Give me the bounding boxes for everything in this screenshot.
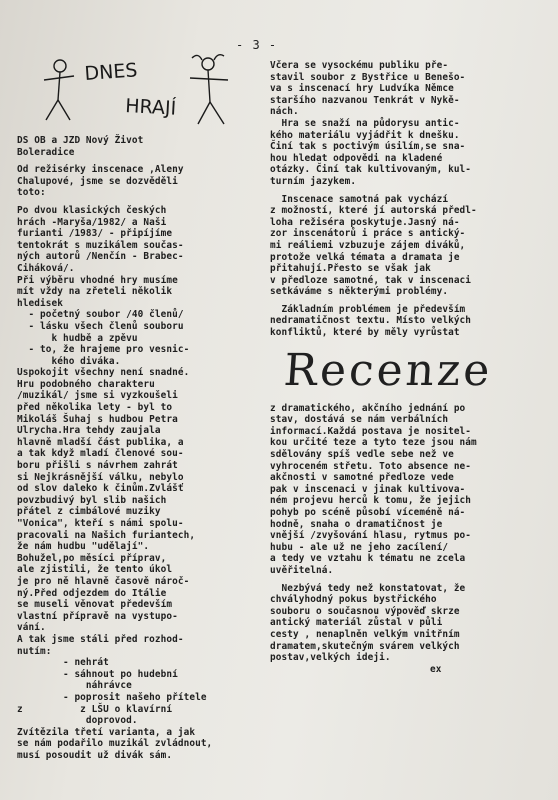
text-line: hrách -Maryša/1982/ a Naši [17,216,167,228]
text-line: v předloze samotné, tak v inscenaci [270,274,472,286]
text-line: kou určité teze a tyto teze jsou nám [270,437,477,449]
text-line: Mikoláš Šuhaj s hudbou Petra [17,413,178,425]
text-line: zor inscenátorů i práce s antický- [270,228,466,240]
text-line: vnější /zvyšování hlasu, rytmus po- [270,530,472,542]
recenze-title-block [270,339,545,403]
text-line: sdělovány spíš vedle sebe než ve [270,449,454,461]
left-column-article [17,135,249,761]
text-line: a tak když mladí členové sou- [17,448,184,460]
text-line: hledisek [17,297,63,309]
text-line: hou hledat odpovědi na kladené [270,152,443,164]
text-line: konfliktů, které by měly vyrůstat [270,327,460,339]
text-line: nutím: [17,645,52,657]
text-line: staršího nazvanou Tenkrát v Nykě- [270,94,460,106]
recenze-title: Recenze [282,344,495,396]
text-line: přátel z cimbálové muziky [17,506,161,518]
text-line: turním jazykem. [270,175,357,187]
text-line: nách. [270,106,299,118]
text-line: Ciháková/. [17,262,75,274]
right-column-review [270,60,545,675]
text-line: antický materiál zůstal v půli [270,617,443,629]
text-line: - poprosit našeho přítele [17,691,207,703]
text-line: ném projevu herců k tomu, že jejich [270,495,472,507]
text-line: vání. [17,622,46,634]
text-line: pohyb po scéně působí víceméně ná- [270,507,466,518]
text-line: kého materiálu vyjádřit k dnešku. [270,129,460,141]
text-line: - sáhnout po hudební [17,668,178,680]
heading-word-dnes: DNES [83,59,139,85]
text-line: Hra se snaží na půdorysu antic- [270,117,460,129]
text-line: z z LŠU o klavírní [17,703,173,715]
page-number: - 3 - [236,38,278,52]
text-line: DS OB a JZD Nový Život [17,135,144,146]
text-line: Chalupové, jsme se dozvěděli [17,175,178,187]
text-line: od slov daleko k činům.Zvlášť [17,483,184,495]
text-line: pracovali na Našich furiantech, [17,529,196,541]
signature: ex [430,663,442,675]
text-line: - početný soubor /40 členů/ [17,309,184,321]
text-line: stav, dostává se nám verbálních [270,414,449,426]
text-line: hodně, snaha o dramatičnost je [270,518,443,530]
text-line: - nehrát [17,657,109,669]
text-line: furianti /1983/ - připíjíme [17,228,173,240]
text-line: před několika lety - byl to [17,402,173,414]
text-line: Po dvou klasických českých [17,204,167,216]
text-line: postav,velkých ideji. [270,652,391,664]
text-line: - lásku všech členů souboru [17,320,184,332]
text-line: je pro ně hlavně časově nároč- [17,575,190,587]
text-line: Včera se vysockému publiku pře- [270,60,449,71]
text-line: že nám hudbu "udělají". [17,541,150,553]
stick-figure-right-icon [190,55,228,124]
text-line: povzbudivý byl slib našich [17,494,167,506]
text-line: cesty , nenaplněn velkým vnitřním [270,628,460,640]
text-line: va s inscenací hry Ludvíka Němce [270,83,454,95]
text-line: otázky. Činí tak kultivovaným, kul- [270,164,472,176]
text-line: kého diváka. [17,355,121,367]
text-line: toto: [17,187,46,199]
stick-figure-left-icon [44,60,74,120]
text-line: musí posoudit už divák sám. [17,749,173,761]
text-line: ale zjistili, že tento úkol [17,564,173,576]
text-line: doprovod. [17,715,138,727]
text-line: protože velká témata a dramata je [270,251,460,263]
text-line: A tak jsme stáli před rozhod- [17,633,184,645]
text-line: setkáváme s některými problémy. [270,286,449,298]
text-line: dramatem,skutečným svárem velkých [270,640,460,652]
text-line: Při výběru vhodné hry musíme [17,274,178,286]
text-line: si Nejkrásnější válku, nebylo [17,471,184,483]
text-line: Bohužel,po měsíci příprav, [17,552,167,564]
text-line: Uspokojit všechny není snadné. [17,367,190,379]
dnes-hraji-heading-drawing [30,50,240,135]
text-line: z možností, které jí autorská předl- [270,205,477,217]
text-line: hlavně mladší část publika, a [17,436,184,448]
text-line: nedramatičnost textu. Místo velkých [270,315,472,327]
text-line: ných autorů /Nenčín - Brabec- [17,251,184,263]
text-line: akčnosti v samotné předloze vede [270,472,454,484]
text-line: Inscenace samotná pak vychází [270,193,449,205]
text-line: ný.Před odjezdem do Itálie [17,587,167,599]
text-line: se nám podařilo muzikál zvládnout, [17,738,213,750]
heading-word-hraji: HRAJÍ [124,95,177,120]
text-line: Zvítězila třetí varianta, a jak [17,726,196,738]
text-line: hubu - ale už ne jeho zacílení/ [270,541,449,553]
text-line: se museli věnovat především [17,599,173,611]
text-line: a tedy ve vztahu k tématu ne zcela [270,553,466,565]
text-line: informací.Každá postava je nositel- [270,425,472,437]
text-line: - to, že hrajeme pro vesnic- [17,344,190,356]
text-line: boru přišli s návrhem zahrát [17,460,178,472]
text-line: Boleradice [17,146,75,158]
text-line: uvěřitelná. [270,564,334,576]
text-line: /muzikál/ jsme si vyzkoušeli [17,390,178,402]
text-line: Ulrycha.Hra tehdy zaujala [17,425,161,437]
text-line: Nezbývá tedy než konstatovat, že [270,582,466,594]
text-line: pak v inscenaci v jinak kultivova- [270,483,466,495]
text-line: mi reáliemi vzbuzuje zájem diváků, [270,239,466,251]
text-line: mít vždy na zřeteli několik [17,286,173,298]
text-line: "Vonica", kteří s námi spolu- [17,518,184,529]
text-line: chvályhodný pokus bystřického [270,594,437,606]
text-line: tentokrát s muzikálem součas- [17,239,184,251]
text-line: přitahují.Přesto se však jak [270,263,431,275]
text-line: Základním problémem je především [270,303,466,315]
text-line: náhrávce [17,680,132,692]
text-line: Činí tak s poctivým úsilím,se sna- [270,141,466,153]
text-line: stavil soubor z Bystřice u Benešo- [270,71,466,83]
text-line: loha režiséra poskytuje.Jasný ná- [270,216,460,228]
text-line: souboru o současnou výpověď skrze [270,605,460,617]
text-line: Od režisérky inscenace ,Aleny [17,164,184,176]
text-line: Hru podobného charakteru [17,378,155,390]
text-line: vlastní přípravě na vystupo- [17,610,178,622]
text-line: z dramatického, akčního jednání po [270,402,466,414]
text-line: vyhroceném střetu. Toto absence ne- [270,460,472,472]
text-line: k hudbě a zpěvu [17,332,138,344]
